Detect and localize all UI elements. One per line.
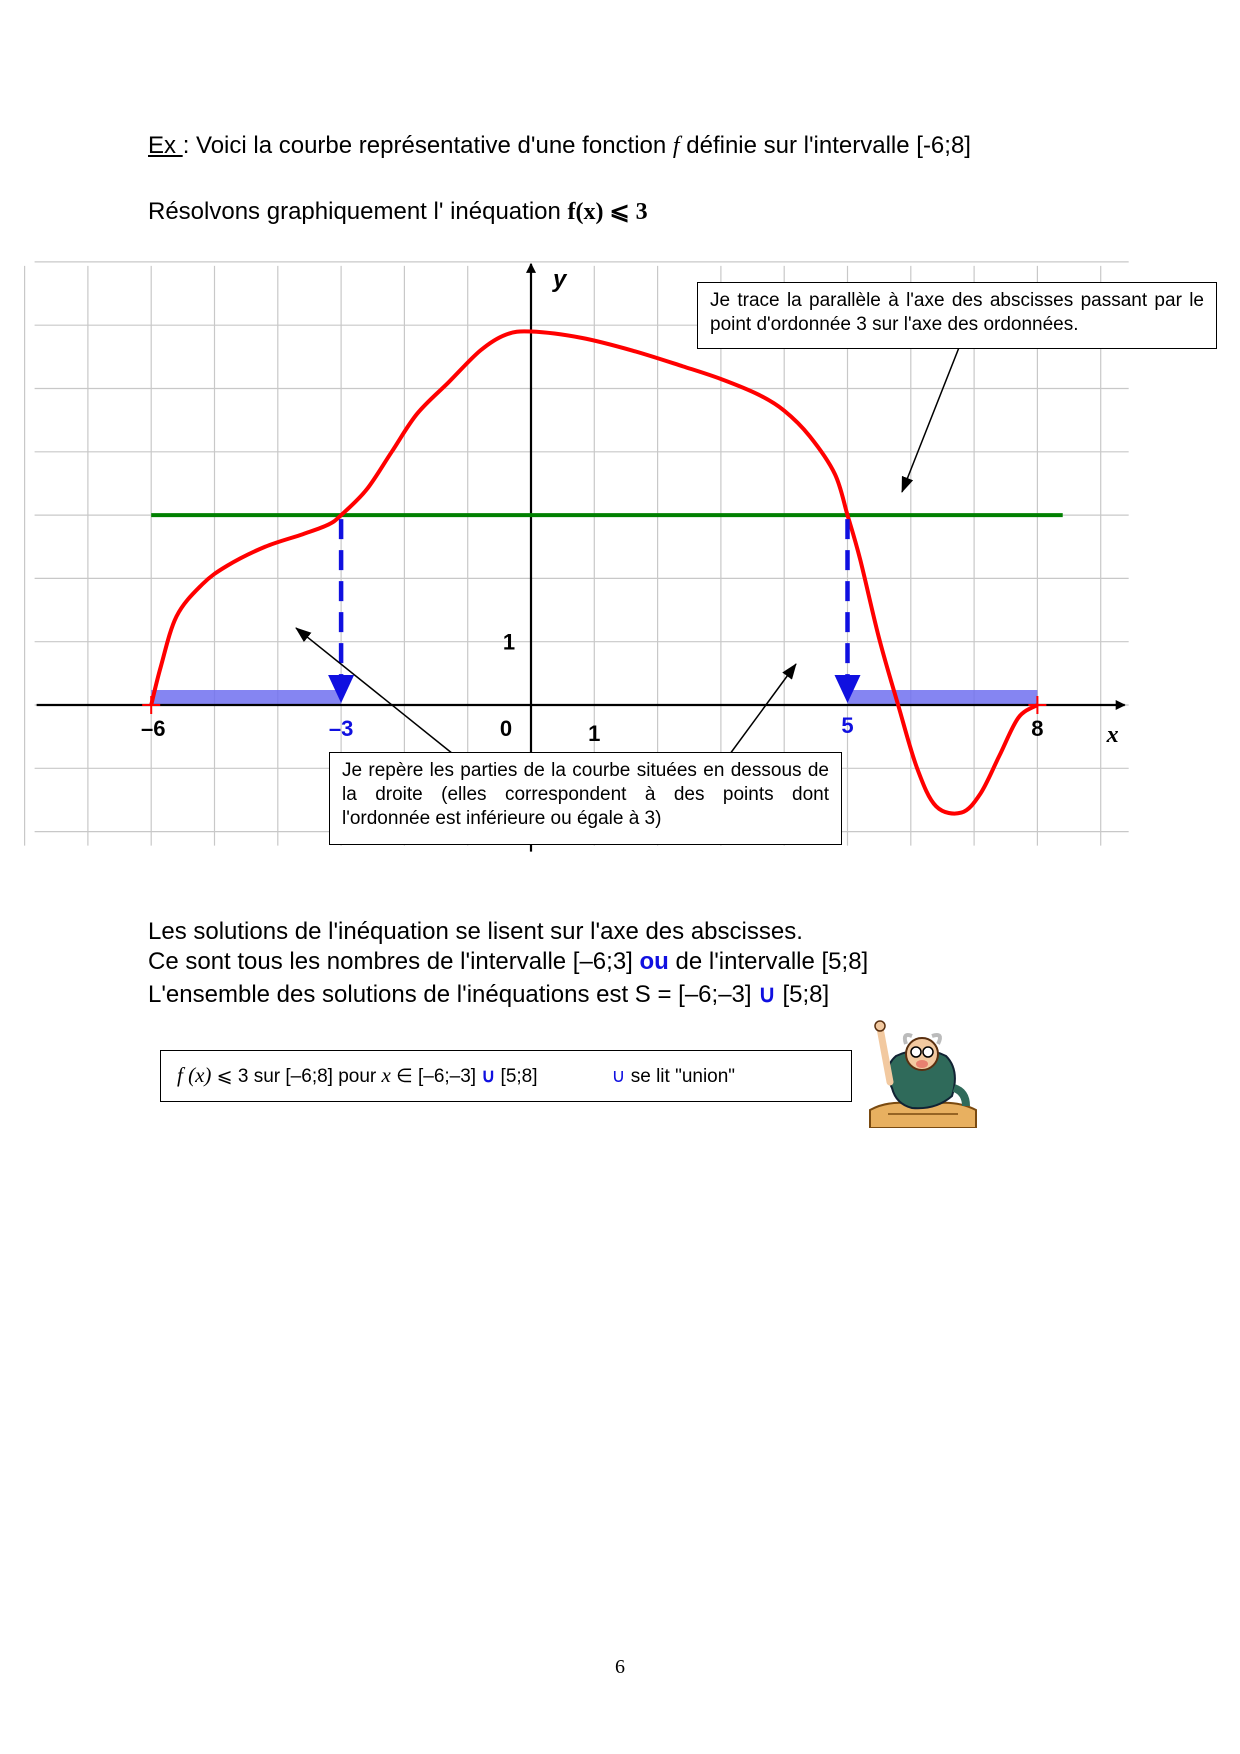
ou-word: ou <box>639 948 669 975</box>
y-axis-label: y <box>553 265 567 293</box>
summary-fx: f (x) <box>177 1063 212 1087</box>
summary-b: ∈ [–6;–3] <box>390 1066 482 1087</box>
x-tick-label: 1 <box>588 721 601 746</box>
summary-x: x <box>381 1063 391 1087</box>
summary-note: se lit "union" <box>625 1066 736 1087</box>
x-tick-label: 0 <box>499 716 513 741</box>
ex-label: Ex <box>148 132 183 159</box>
conclusion-line-2 <box>148 948 868 976</box>
conclusion-line-3b: [5;8] <box>775 981 830 1008</box>
x-tick-label: –3 <box>328 716 354 741</box>
conclusion-line-1: Les solutions de l'inéquation se lisent sur l'axe des abscisses. <box>148 918 803 945</box>
conclusion-line-2a: Ce sont tous les nombres de l'intervalle [–6;3] <box>148 948 640 975</box>
solution-band <box>848 690 1038 705</box>
summary-union-2: ∪ <box>611 1066 626 1087</box>
callout-below: Je repère les parties de la courbe situées en dessous de la droite (elles correspondent à des points dont l'ordonnée est inférieure ou égale à 3) <box>329 752 842 845</box>
summary-c: [5;8] <box>495 1066 538 1087</box>
pointer-right-region <box>727 664 796 758</box>
callout-parallel: Je trace la parallèle à l'axe des abscisses passant par le point d'ordonnée 3 sur l'axe des ordonnées. <box>697 282 1217 349</box>
solution-band <box>151 690 341 705</box>
x-tick-label: 5 <box>841 713 854 738</box>
function-symbol: f <box>672 133 680 159</box>
conclusion-line-2b: de l'intervalle [5;8] <box>668 948 869 975</box>
intro-text-b: définie sur l'intervalle [-6;8] <box>679 132 971 159</box>
x-axis-label: x <box>1106 722 1119 748</box>
intro-text-a: : Voici la courbe représentative d'une fonction <box>182 132 673 159</box>
summary-union: ∪ <box>481 1066 496 1087</box>
x-tick-label: –6 <box>140 716 166 741</box>
summary-a: ⩽ 3 sur [–6;8] pour <box>211 1066 382 1087</box>
tick-labels <box>141 630 1044 746</box>
x-tick-label: 8 <box>1031 716 1044 741</box>
summary-box <box>160 1050 852 1102</box>
conclusion-line-3a: L'ensemble des solutions de l'inéquations est S = [–6;–3] <box>148 981 759 1008</box>
y-tick-label: 1 <box>502 629 516 655</box>
resolution-text: Résolvons graphiquement l' inéquation <box>148 198 568 225</box>
page-number: 6 <box>615 1656 625 1678</box>
inequation: f(x) ⩽ 3 <box>567 199 648 225</box>
union-symbol: ∪ <box>758 981 776 1008</box>
professor-illustration <box>862 1018 982 1128</box>
conclusion-line-3 <box>148 980 829 1009</box>
